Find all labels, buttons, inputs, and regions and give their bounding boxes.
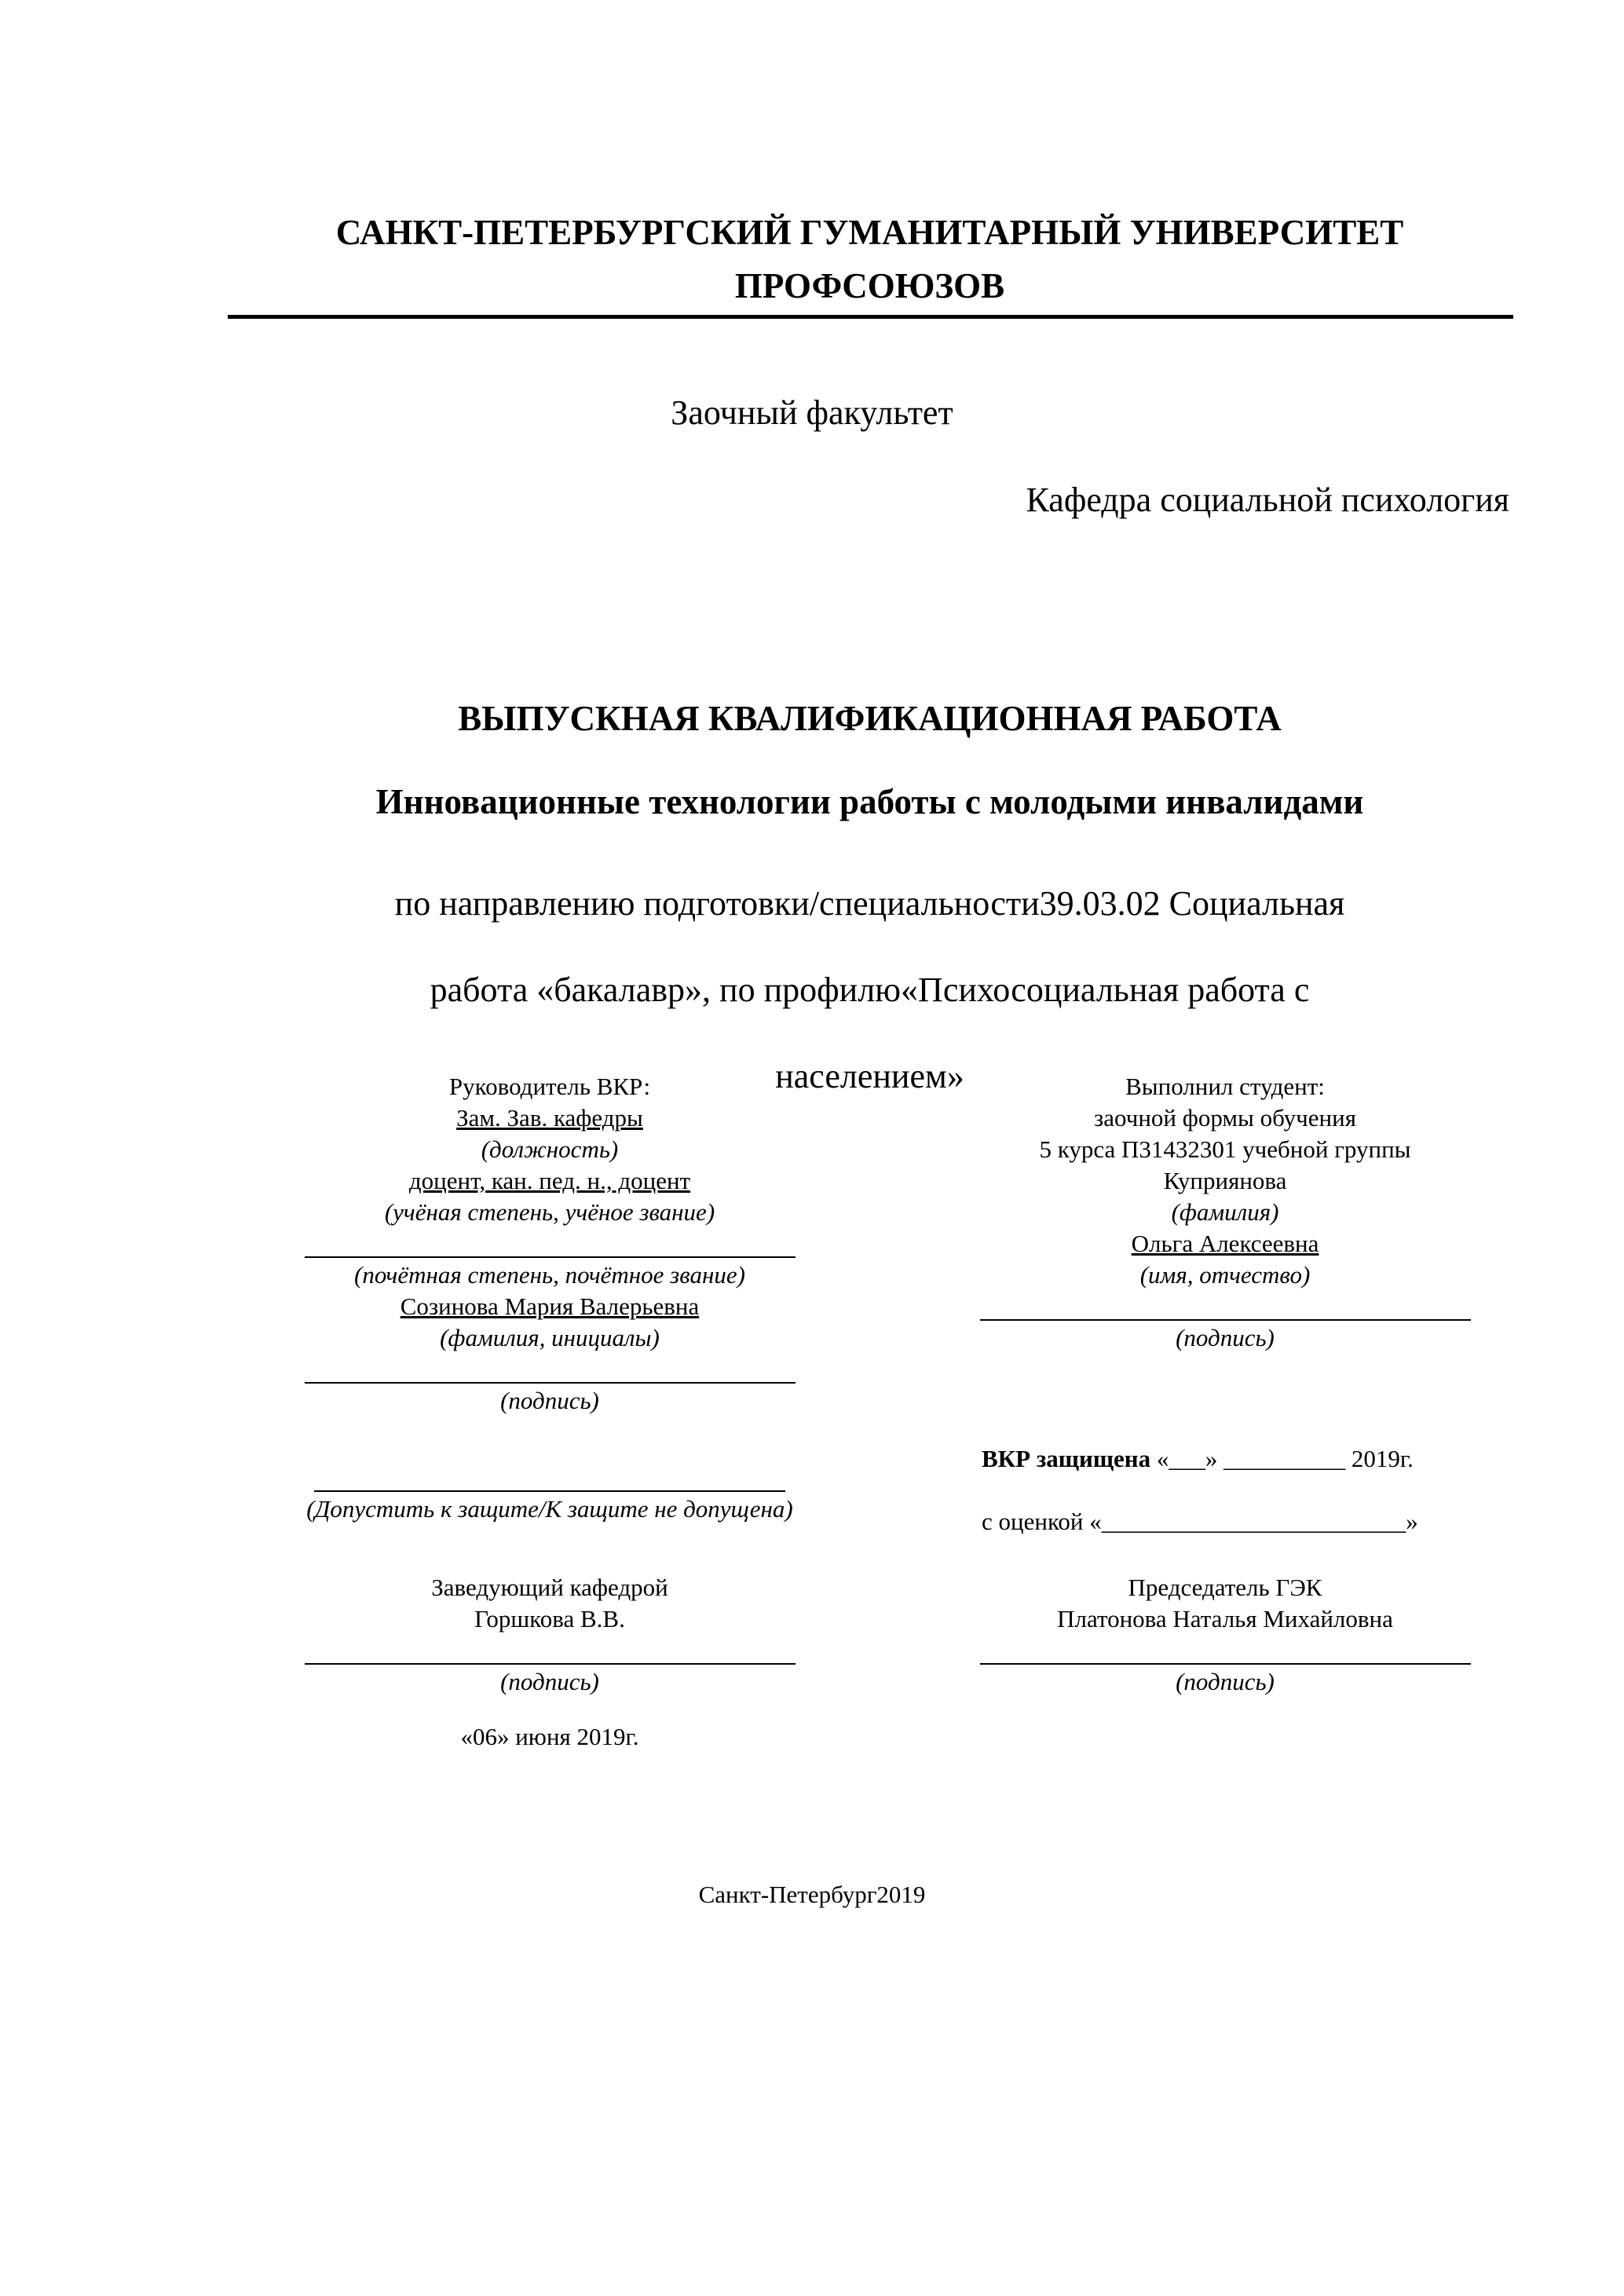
university-name-line-2: ПРОФСОЮЗОВ: [734, 266, 1005, 305]
student-signature-caption: (подпись): [1176, 1324, 1275, 1351]
defense-grade-line: с оценкой «_________________________»: [982, 1508, 1418, 1535]
supervisor-position-caption: (должность): [481, 1135, 619, 1163]
chairman-signature-caption: (подпись): [1176, 1668, 1275, 1695]
head-of-department-title: Заведующий кафедрой: [431, 1574, 668, 1601]
student-block: [935, 1071, 1516, 1354]
university-name: [228, 206, 1512, 313]
faculty: Заочный факультет: [671, 393, 953, 432]
study-direction-line-3: населением»: [775, 1057, 964, 1095]
supervisor-heading: Руководитель ВКР:: [448, 1073, 651, 1100]
student-heading: Выполнил студент:: [1125, 1073, 1325, 1100]
admission-block: [259, 1462, 840, 1525]
supervisor-position: Зам. Зав. кафедры: [456, 1104, 643, 1132]
supervisor-signature-caption: (подпись): [500, 1387, 599, 1414]
supervisor-honorary-caption: (почётная степень, почётное звание): [354, 1261, 745, 1289]
student-surname: Куприянова: [1163, 1167, 1287, 1194]
supervisor-signature-blank: [305, 1382, 796, 1384]
student-study-form: заочной формы обучения: [1094, 1104, 1356, 1132]
head-of-department-signature-blank: [305, 1663, 796, 1665]
defense-protected-line: [982, 1443, 1547, 1475]
honorary-degree-blank: [305, 1256, 796, 1258]
admission-caption: (Допустить к защите/К защите не допущена): [306, 1495, 793, 1523]
study-direction-line-1: по направлению подготовки/специальности39.03.02 Социальная: [394, 884, 1345, 923]
head-of-department-signature-caption: (подпись): [500, 1668, 599, 1695]
student-group: 5 курса П31432301 учебной группы: [1039, 1135, 1411, 1163]
supervisor-name: Созинова Мария Валерьевна: [400, 1292, 700, 1320]
chairman-signature-blank: [980, 1663, 1471, 1665]
supervisor-degree-caption: (учёная степень, учёное звание): [384, 1198, 715, 1226]
chairman-title: Председатель ГЭК: [1128, 1574, 1322, 1601]
student-signature-blank: [980, 1319, 1471, 1321]
defense-protected-label: ВКР защищена: [982, 1445, 1151, 1472]
chairman-name: Платонова Наталья Михайловна: [1057, 1605, 1393, 1632]
head-of-department-block: [259, 1572, 840, 1753]
defense-protected-date: «___» __________ 2019г.: [1156, 1445, 1414, 1472]
admission-blank: [314, 1490, 785, 1492]
city-year: Санкт-Петербург2019: [698, 1881, 926, 1908]
study-direction-line-2: работа «бакалавр», по профилю«Психосоциальная работа с: [430, 971, 1310, 1009]
header-divider: [228, 315, 1513, 319]
supervisor-name-caption: (фамилия, инициалы): [440, 1324, 660, 1351]
defense-block: [982, 1443, 1547, 1537]
university-name-line-1: САНКТ-ПЕТЕРБУРГСКИЙ ГУМАНИТАРНЫЙ УНИВЕРСИТЕТ: [335, 213, 1404, 252]
head-of-department-date: «06» июня 2019г.: [460, 1723, 639, 1750]
supervisor-degree: доцент, кан. пед. н., доцент: [408, 1167, 691, 1194]
work-type: ВЫПУСКНАЯ КВАЛИФИКАЦИОННАЯ РАБОТА: [458, 699, 1282, 738]
head-of-department-name: Горшкова В.В.: [474, 1605, 625, 1632]
student-first-name: Ольга Алексеевна: [1131, 1230, 1319, 1257]
student-first-name-caption: (имя, отчество): [1139, 1261, 1311, 1289]
student-surname-caption: (фамилия): [1171, 1198, 1279, 1226]
work-topic: Инновационные технологии работы с молодыми инвалидами: [375, 782, 1364, 821]
chairman-block: [935, 1572, 1516, 1698]
supervisor-block: [259, 1071, 840, 1417]
department: Кафедра социальной психология: [1026, 481, 1509, 519]
